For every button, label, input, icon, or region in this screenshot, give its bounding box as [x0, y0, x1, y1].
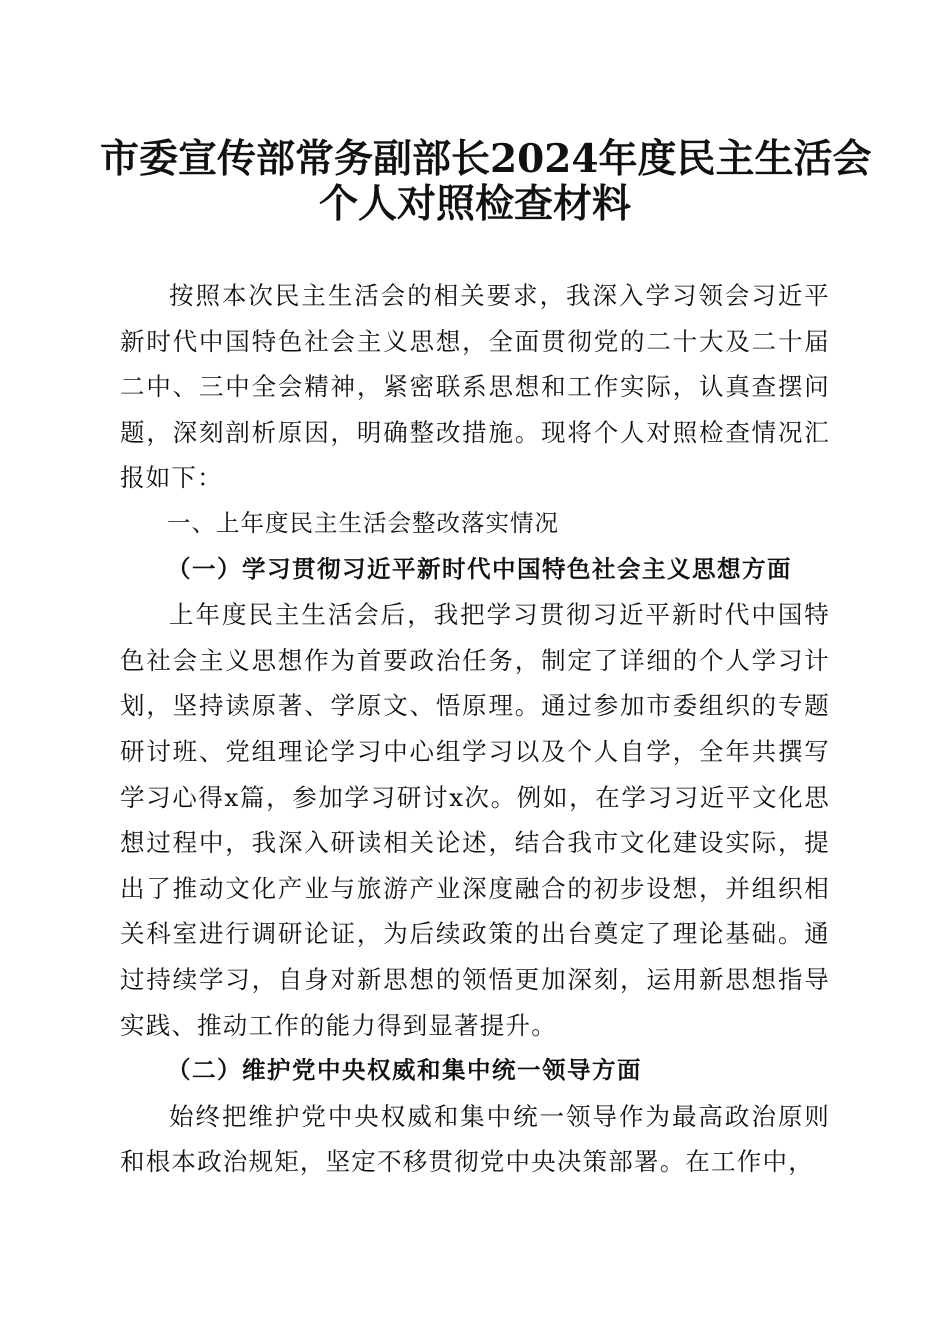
document-body: [120, 273, 830, 1185]
section-1-heading: 一、上年度民主生活会整改落实情况: [167, 508, 559, 537]
subsection-2-heading: （二）维护党中央权威和集中统一领导方面: [167, 1056, 642, 1085]
subsection-1-heading: （一）学习贯彻习近平新时代中国特色社会主义思想方面: [167, 554, 792, 583]
document-title-line-1: 市委宣传部常务副部长2024年度民主生活会: [100, 136, 872, 182]
intro-paragraph: 按照本次民主生活会的相关要求，我深入学习领会习近平新时代中国特色社会主义思想，全面贯彻党的二十大及二十届二中、三中全会精神，紧密联系思想和工作实际，认真查摆问题，深刻剖析原因，明确整改措施。现将个人对照检查情况汇报如下：: [120, 281, 830, 493]
subsection-2-paragraph: 始终把维护党中央权威和集中统一领导作为最高政治原则和根本政治规矩，坚定不移贯彻党中央决策部署。在工作中，: [120, 1101, 830, 1177]
document-title-line-2: 个人对照检查材料: [318, 181, 631, 227]
subsection-1-paragraph: 上年度民主生活会后，我把学习贯彻习近平新时代中国特色社会主义思想作为首要政治任务，制定了详细的个人学习计划，坚持读原著、学原文、悟原理。通过参加市委组织的专题研讨班、党组理论学习中心组学习以及个人自学，全年共撰写学习心得x篇，参加学习研讨x次。例如，在学习习近平文化思想过程中，我深入研读相关论述，结合我市文化建设实际，提出了推动文化产业与旅游产业深度融合的初步设想，并组织相关科室进行调研论证，为后续政策的出台奠定了理论基础。通过持续学习，自身对新思想的领悟更加深刻，运用新思想指导实践、推动工作的能力得到显著提升。: [120, 600, 830, 1040]
